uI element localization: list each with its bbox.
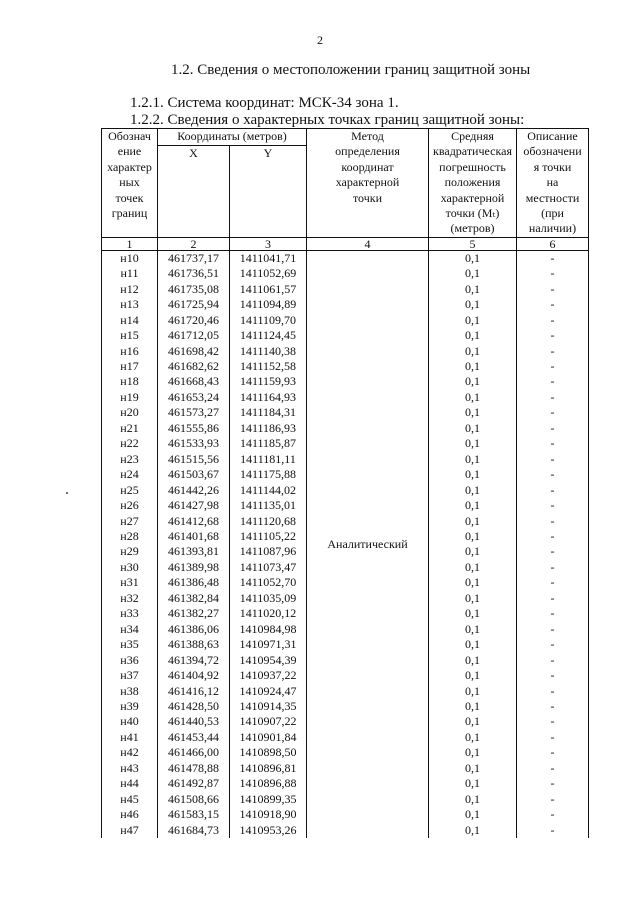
- coord-x: 461737,17: [158, 250, 230, 266]
- coord-y: 1411094,89: [230, 297, 307, 312]
- mean-error: 0,1: [429, 514, 517, 529]
- mean-error: 0,1: [429, 266, 517, 281]
- method-value: Аналитический: [307, 250, 429, 838]
- header-description: [517, 129, 589, 238]
- header-x: X: [158, 146, 230, 238]
- coord-x: 461382,27: [158, 606, 230, 621]
- point-description: -: [517, 714, 589, 729]
- point-id: н35: [102, 637, 158, 652]
- point-description: -: [517, 266, 589, 281]
- point-description: -: [517, 761, 589, 776]
- coord-y: 1411140,38: [230, 344, 307, 359]
- mean-error: 0,1: [429, 529, 517, 544]
- header-line: на: [546, 175, 559, 190]
- coord-x: 461720,46: [158, 313, 230, 328]
- coord-y: 1410954,39: [230, 653, 307, 668]
- coord-x: 461682,62: [158, 359, 230, 374]
- point-description: -: [517, 637, 589, 652]
- coord-y: 1411164,93: [230, 390, 307, 405]
- coord-x: 461453,44: [158, 730, 230, 745]
- point-id: н27: [102, 514, 158, 529]
- coord-y: 1410901,84: [230, 730, 307, 745]
- column-number: 5: [429, 237, 517, 250]
- header-coordinates: Координаты (метров): [158, 129, 307, 146]
- coord-x: 461583,15: [158, 807, 230, 822]
- header-line: местности: [525, 190, 580, 205]
- mean-error: 0,1: [429, 467, 517, 482]
- point-id: н45: [102, 792, 158, 807]
- coord-x: 461393,81: [158, 544, 230, 559]
- mean-error: 0,1: [429, 297, 517, 312]
- header-line: ных: [119, 175, 140, 190]
- point-id: н43: [102, 761, 158, 776]
- mean-error: 0,1: [429, 823, 517, 838]
- header-line: точки (Mₜ): [445, 206, 500, 221]
- header-line: я точки: [533, 159, 572, 174]
- mean-error: 0,1: [429, 668, 517, 683]
- mean-error: 0,1: [429, 653, 517, 668]
- boundary-points-table: [101, 128, 589, 838]
- coord-y: 1410907,22: [230, 714, 307, 729]
- point-id: н21: [102, 421, 158, 436]
- point-id: н44: [102, 776, 158, 791]
- coord-x: 461555,86: [158, 421, 230, 436]
- mean-error: 0,1: [429, 250, 517, 266]
- point-description: -: [517, 560, 589, 575]
- mean-error: 0,1: [429, 374, 517, 389]
- point-id: н46: [102, 807, 158, 822]
- mean-error: 0,1: [429, 452, 517, 467]
- header-line: Обознач: [108, 129, 151, 143]
- point-description: -: [517, 807, 589, 822]
- mean-error: 0,1: [429, 807, 517, 822]
- point-description: -: [517, 823, 589, 838]
- point-description: -: [517, 622, 589, 637]
- point-description: -: [517, 297, 589, 312]
- coord-x: 461428,50: [158, 699, 230, 714]
- coord-y: 1411181,11: [230, 452, 307, 467]
- mean-error: 0,1: [429, 776, 517, 791]
- point-description: -: [517, 282, 589, 297]
- mean-error: 0,1: [429, 745, 517, 760]
- point-description: -: [517, 668, 589, 683]
- coord-y: 1411175,88: [230, 467, 307, 482]
- mean-error: 0,1: [429, 483, 517, 498]
- point-id: н47: [102, 823, 158, 838]
- coord-y: 1411020,12: [230, 606, 307, 621]
- coord-x: 461412,68: [158, 514, 230, 529]
- coord-x: 461503,67: [158, 467, 230, 482]
- point-description: -: [517, 313, 589, 328]
- coord-y: 1411061,57: [230, 282, 307, 297]
- coord-y: 1410937,22: [230, 668, 307, 683]
- point-description: -: [517, 606, 589, 621]
- coord-x: 461698,42: [158, 344, 230, 359]
- coord-x: 461442,26: [158, 483, 230, 498]
- coord-x: 461573,27: [158, 405, 230, 420]
- mean-error: 0,1: [429, 714, 517, 729]
- coord-y: 1410898,50: [230, 745, 307, 760]
- point-description: -: [517, 344, 589, 359]
- coordinate-system-line: 1.2.1. Система координат: МСК-34 зона 1.: [130, 95, 399, 111]
- coord-x: 461386,06: [158, 622, 230, 637]
- header-line: положения: [444, 175, 501, 190]
- point-id: н28: [102, 529, 158, 544]
- column-number: 6: [517, 237, 589, 250]
- header-line: Метод: [351, 129, 384, 143]
- coord-y: 1410896,81: [230, 761, 307, 776]
- mean-error: 0,1: [429, 591, 517, 606]
- table-body: [102, 250, 589, 838]
- coord-y: 1411159,93: [230, 374, 307, 389]
- mean-error: 0,1: [429, 637, 517, 652]
- point-id: н37: [102, 668, 158, 683]
- point-id: н16: [102, 344, 158, 359]
- coord-y: 1411087,96: [230, 544, 307, 559]
- header-line: характер: [107, 159, 152, 174]
- mean-error: 0,1: [429, 544, 517, 559]
- point-id: н36: [102, 653, 158, 668]
- point-description: -: [517, 776, 589, 791]
- mean-error: 0,1: [429, 328, 517, 343]
- mean-error: 0,1: [429, 575, 517, 590]
- mean-error: 0,1: [429, 390, 517, 405]
- column-number: 1: [102, 237, 158, 250]
- header-line: Описание: [527, 129, 578, 143]
- point-id: н42: [102, 745, 158, 760]
- coord-y: 1411144,02: [230, 483, 307, 498]
- point-description: -: [517, 328, 589, 343]
- coord-x: 461401,68: [158, 529, 230, 544]
- table-row: [102, 250, 589, 266]
- coord-y: 1411185,87: [230, 436, 307, 451]
- point-id: н25: [102, 483, 158, 498]
- mean-error: 0,1: [429, 436, 517, 451]
- point-description: -: [517, 730, 589, 745]
- coord-y: 1411073,47: [230, 560, 307, 575]
- point-description: -: [517, 483, 589, 498]
- coord-x: 461508,66: [158, 792, 230, 807]
- header-line: Средняя: [451, 129, 494, 143]
- point-id: н13: [102, 297, 158, 312]
- point-description: -: [517, 250, 589, 266]
- coord-y: 1411052,69: [230, 266, 307, 281]
- point-id: н31: [102, 575, 158, 590]
- point-description: -: [517, 792, 589, 807]
- point-id: н15: [102, 328, 158, 343]
- point-description: -: [517, 699, 589, 714]
- coord-x: 461427,98: [158, 498, 230, 513]
- header-y: Y: [230, 146, 307, 238]
- mean-error: 0,1: [429, 359, 517, 374]
- coord-x: 461735,08: [158, 282, 230, 297]
- coord-x: 461725,94: [158, 297, 230, 312]
- point-id: н33: [102, 606, 158, 621]
- point-id: н22: [102, 436, 158, 451]
- point-description: -: [517, 405, 589, 420]
- point-description: -: [517, 359, 589, 374]
- coord-y: 1411184,31: [230, 405, 307, 420]
- header-line: квадратическая: [433, 144, 512, 159]
- coord-x: 461478,88: [158, 761, 230, 776]
- point-id: н11: [102, 266, 158, 281]
- point-id: н20: [102, 405, 158, 420]
- point-description: -: [517, 544, 589, 559]
- coord-x: 461653,24: [158, 390, 230, 405]
- mean-error: 0,1: [429, 606, 517, 621]
- point-id: н34: [102, 622, 158, 637]
- coord-x: 461684,73: [158, 823, 230, 838]
- point-id: н24: [102, 467, 158, 482]
- point-id: н19: [102, 390, 158, 405]
- column-number: 2: [158, 237, 230, 250]
- coord-y: 1410896,88: [230, 776, 307, 791]
- coord-x: 461389,98: [158, 560, 230, 575]
- point-description: -: [517, 421, 589, 436]
- point-description: -: [517, 745, 589, 760]
- header-line: (при: [541, 206, 564, 221]
- coord-x: 461668,43: [158, 374, 230, 389]
- point-description: -: [517, 529, 589, 544]
- point-id: н26: [102, 498, 158, 513]
- point-description: -: [517, 575, 589, 590]
- coord-y: 1411186,93: [230, 421, 307, 436]
- point-id: н23: [102, 452, 158, 467]
- point-description: -: [517, 591, 589, 606]
- header-line: характерной: [335, 175, 400, 190]
- point-id: н17: [102, 359, 158, 374]
- header-line: координат: [341, 159, 394, 174]
- point-id: н41: [102, 730, 158, 745]
- header-line: ение: [117, 144, 142, 159]
- coord-y: 1410899,35: [230, 792, 307, 807]
- header-line: границ: [111, 206, 148, 221]
- point-description: -: [517, 467, 589, 482]
- mean-error: 0,1: [429, 421, 517, 436]
- header-line: погрешность: [439, 159, 506, 174]
- mean-error: 0,1: [429, 792, 517, 807]
- coord-x: 461466,00: [158, 745, 230, 760]
- header-point-designation: [102, 129, 158, 238]
- column-number: 4: [307, 237, 429, 250]
- coord-x: 461533,93: [158, 436, 230, 451]
- coord-y: 1410971,31: [230, 637, 307, 652]
- header-line: наличии): [528, 221, 577, 236]
- mean-error: 0,1: [429, 622, 517, 637]
- coord-y: 1411120,68: [230, 514, 307, 529]
- point-id: н39: [102, 699, 158, 714]
- margin-speck: [66, 492, 68, 494]
- header-line: определения: [335, 144, 400, 159]
- mean-error: 0,1: [429, 498, 517, 513]
- mean-error: 0,1: [429, 405, 517, 420]
- mean-error: 0,1: [429, 699, 517, 714]
- coord-y: 1410918,90: [230, 807, 307, 822]
- point-description: -: [517, 390, 589, 405]
- boundary-points-heading: 1.2.2. Сведения о характерных точках границ защитной зоны:: [130, 112, 525, 128]
- coord-x: 461382,84: [158, 591, 230, 606]
- coord-y: 1410984,98: [230, 622, 307, 637]
- point-description: -: [517, 514, 589, 529]
- coord-y: 1411035,09: [230, 591, 307, 606]
- coord-x: 461712,05: [158, 328, 230, 343]
- coord-y: 1410953,26: [230, 823, 307, 838]
- point-id: н40: [102, 714, 158, 729]
- point-id: н32: [102, 591, 158, 606]
- page-number: 2: [317, 33, 323, 47]
- coord-y: 1410924,47: [230, 684, 307, 699]
- header-mean-error: [429, 129, 517, 238]
- header-line: характерной: [440, 190, 505, 205]
- header-line: точки: [352, 190, 383, 205]
- mean-error: 0,1: [429, 684, 517, 699]
- point-id: н29: [102, 544, 158, 559]
- point-id: н14: [102, 313, 158, 328]
- coord-x: 461440,53: [158, 714, 230, 729]
- mean-error: 0,1: [429, 761, 517, 776]
- mean-error: 0,1: [429, 313, 517, 328]
- header-line: (метров): [450, 221, 495, 236]
- section-title: 1.2. Сведения о местоположении границ защитной зоны: [171, 62, 531, 78]
- point-description: -: [517, 653, 589, 668]
- coord-x: 461404,92: [158, 668, 230, 683]
- coord-x: 461388,63: [158, 637, 230, 652]
- point-description: -: [517, 374, 589, 389]
- header-line: обозначени: [523, 144, 582, 159]
- coord-y: 1411135,01: [230, 498, 307, 513]
- point-id: н38: [102, 684, 158, 699]
- point-id: н30: [102, 560, 158, 575]
- coord-x: 461416,12: [158, 684, 230, 699]
- mean-error: 0,1: [429, 560, 517, 575]
- coord-x: 461386,48: [158, 575, 230, 590]
- mean-error: 0,1: [429, 730, 517, 745]
- coord-x: 461515,56: [158, 452, 230, 467]
- point-description: -: [517, 436, 589, 451]
- point-id: н12: [102, 282, 158, 297]
- coord-x: 461394,72: [158, 653, 230, 668]
- coord-y: 1411041,71: [230, 250, 307, 266]
- point-id: н18: [102, 374, 158, 389]
- header-method: [307, 129, 429, 238]
- column-number: 3: [230, 237, 307, 250]
- coord-y: 1411052,70: [230, 575, 307, 590]
- point-id: н10: [102, 250, 158, 266]
- coord-x: 461492,87: [158, 776, 230, 791]
- point-description: -: [517, 498, 589, 513]
- coord-y: 1411152,58: [230, 359, 307, 374]
- coord-x: 461736,51: [158, 266, 230, 281]
- mean-error: 0,1: [429, 282, 517, 297]
- mean-error: 0,1: [429, 344, 517, 359]
- coord-y: 1411109,70: [230, 313, 307, 328]
- coord-y: 1410914,35: [230, 699, 307, 714]
- coord-y: 1411105,22: [230, 529, 307, 544]
- coord-y: 1411124,45: [230, 328, 307, 343]
- point-description: -: [517, 684, 589, 699]
- point-description: -: [517, 452, 589, 467]
- header-line: точек: [115, 190, 144, 205]
